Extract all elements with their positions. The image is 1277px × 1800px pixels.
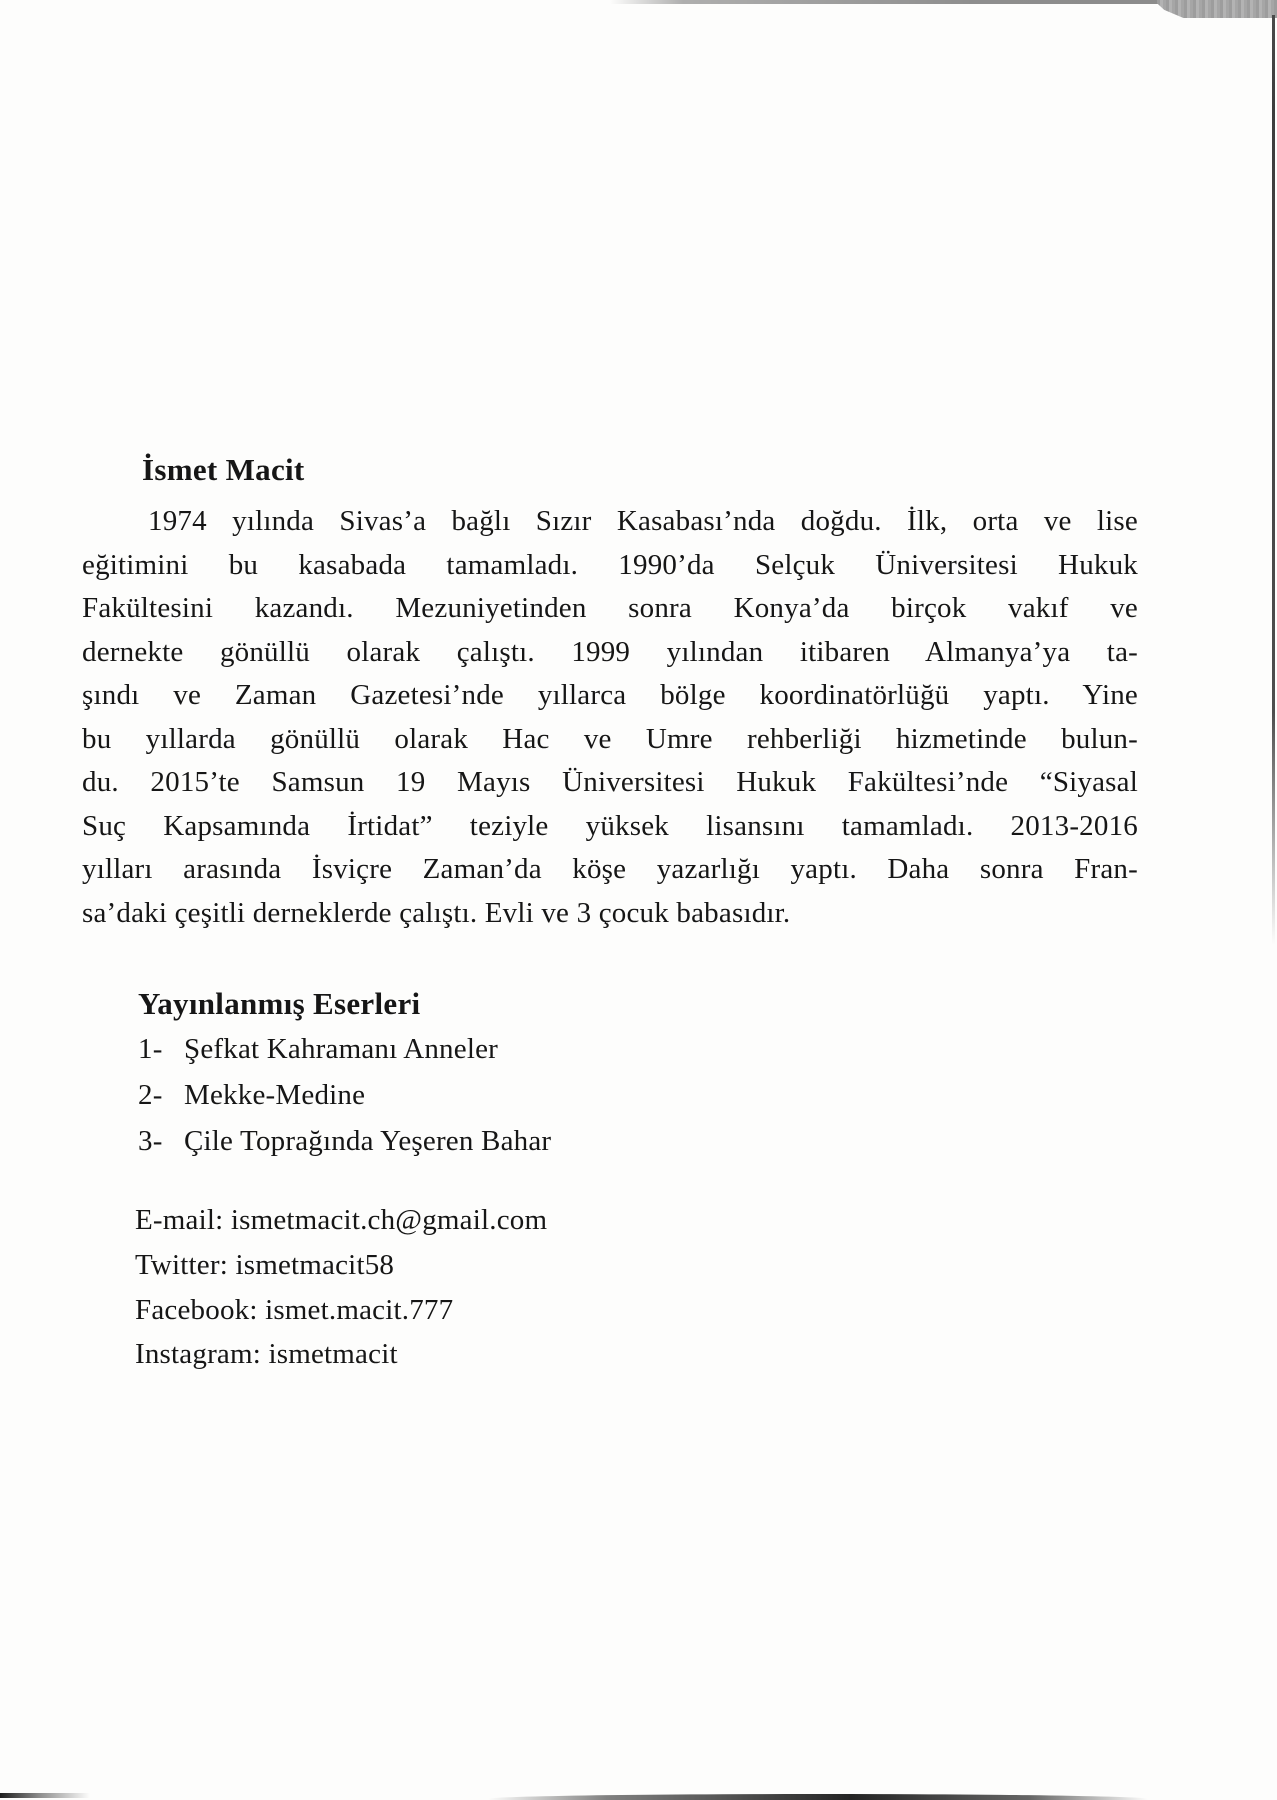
published-works-section — [82, 982, 1138, 1164]
contact-list — [82, 1198, 1138, 1377]
text-column — [82, 448, 1138, 1377]
bio-line: yılları arasında İsviçre Zaman’da köşe yazarlığı yaptı. Daha sonra Fran- — [82, 853, 1138, 885]
right-edge-scan-line — [1272, 15, 1275, 945]
contact-line-instagram — [135, 1332, 1138, 1377]
work-number: 2- — [138, 1079, 163, 1111]
work-item — [138, 1072, 1138, 1118]
bio-line: dernekte gönüllü olarak çalıştı. 1999 yılından itibaren Almanya’ya ta- — [82, 635, 1138, 668]
bottom-edge-scan-shadow — [488, 1794, 1148, 1800]
contact-label: Twitter: — [135, 1248, 228, 1281]
contact-value: ismet.macit.777 — [265, 1293, 454, 1326]
bottom-left-scan-mark — [0, 1793, 90, 1798]
bio-line: du. 2015’te Samsun 19 Mayıs Üniversitesi Hukuk Fakültesi’nde “Siyasal — [82, 766, 1138, 798]
bio-line: sa’daki çeşitli derneklerde çalıştı. Evli ve 3 çocuk babasıdır. — [82, 896, 791, 929]
contact-label: Facebook: — [135, 1293, 258, 1326]
work-item — [138, 1118, 1138, 1164]
published-works-heading: Yayınlanmış Eserleri — [138, 986, 421, 1021]
top-edge-scan-shadow — [610, 0, 1217, 4]
author-name-heading: İsmet Macit — [142, 452, 305, 487]
contact-label: Instagram: — [135, 1338, 262, 1371]
contact-value: ismetmacit — [268, 1338, 398, 1371]
bio-line: eğitimini bu kasabada tamamladı. 1990’da Selçuk Üniversitesi Hukuk — [82, 548, 1138, 581]
page-corner-scan-shadow — [1157, 0, 1277, 18]
work-title: Şefkat Kahramanı Anneler — [184, 1033, 499, 1065]
contact-line-facebook — [135, 1288, 1138, 1333]
contact-label: E-mail: — [135, 1204, 224, 1236]
contact-line-twitter — [135, 1243, 1138, 1288]
contact-value: ismetmacit58 — [235, 1248, 395, 1281]
bio-line: şındı ve Zaman Gazetesi’nde yıllarca bölge koordinatörlüğü yaptı. Yine — [82, 679, 1138, 711]
bio-paragraph — [82, 500, 1138, 935]
work-title: Çile Toprağında Yeşeren Bahar — [184, 1125, 552, 1157]
bio-line: Suç Kapsamında İrtidat” teziyle yüksek lisansını tamamladı. 2013-2016 — [82, 809, 1138, 842]
work-number: 1- — [138, 1033, 163, 1065]
bio-line: 1974 yılında Sivas’a bağlı Sızır Kasabası’nda doğdu. İlk, orta ve lise — [148, 505, 1138, 537]
contact-line-email — [135, 1198, 1138, 1243]
work-item — [138, 1026, 1138, 1072]
work-number: 3- — [138, 1125, 163, 1157]
contact-value: ismetmacit.ch@gmail.com — [230, 1204, 548, 1236]
bio-line: Fakültesini kazandı. Mezuniyetinden sonra Konya’da birçok vakıf ve — [82, 592, 1138, 624]
bio-line: bu yıllarda gönüllü olarak Hac ve Umre rehberliği hizmetinde bulun- — [82, 722, 1138, 755]
work-title: Mekke-Medine — [184, 1079, 366, 1111]
